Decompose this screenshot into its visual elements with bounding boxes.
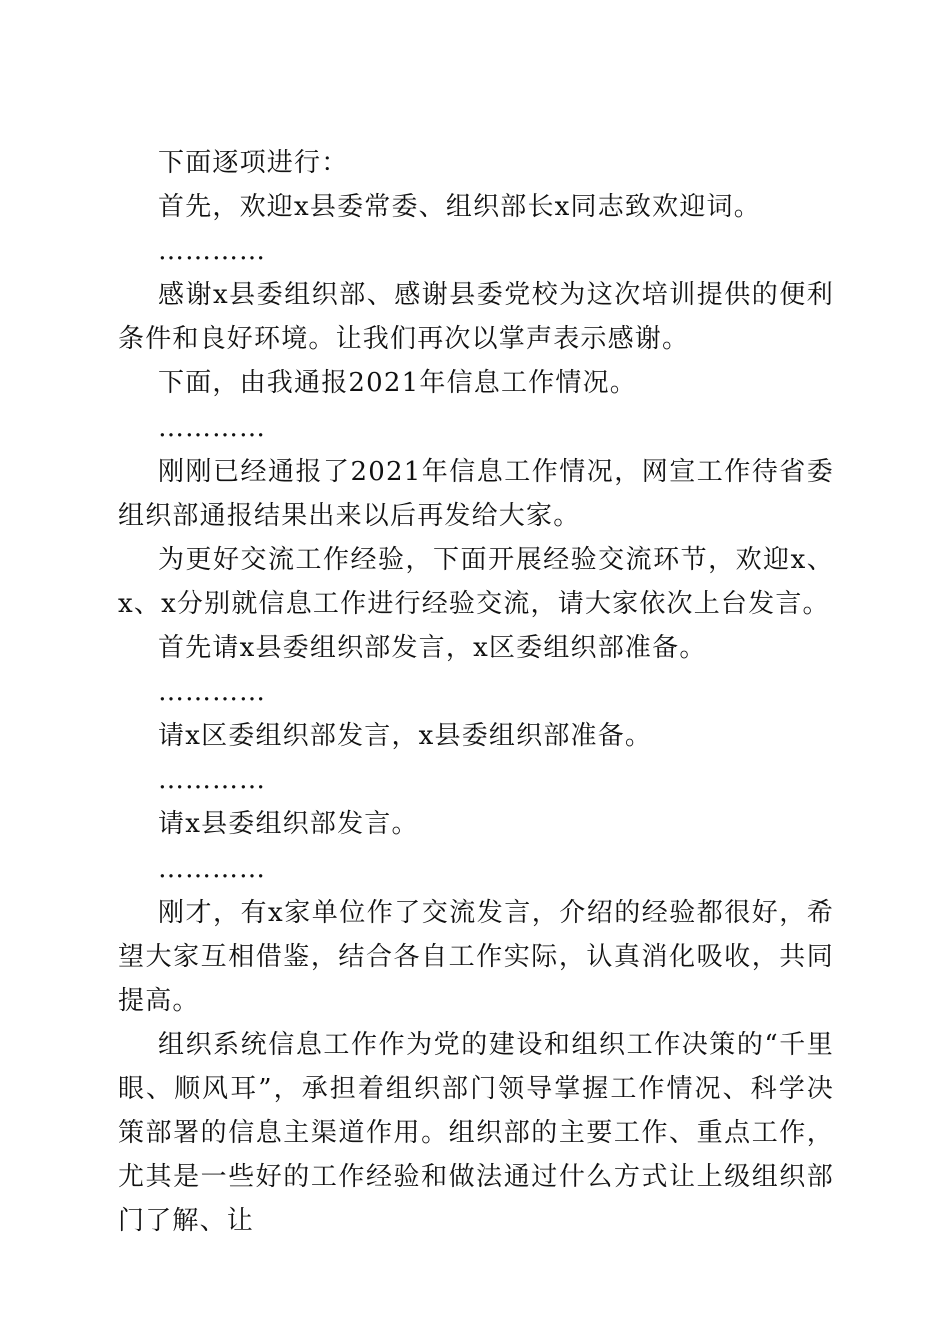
paragraph: 首先，欢迎x县委常委、组织部长x同志致欢迎词。 xyxy=(158,192,761,223)
paragraph: 刚刚已经通报了2021年信息工作情况，网宣工作待省委组织部通报结果出来以后再发给大家。 xyxy=(118,456,834,531)
paragraph: 请x县委组织部发言。 xyxy=(158,809,419,840)
ellipsis-line: ………… xyxy=(158,677,266,708)
ellipsis-line: ………… xyxy=(158,765,266,796)
paragraph: 刚才，有x家单位作了交流发言，介绍的经验都很好，希望大家互相借鉴，结合各自工作实际，认真消化吸收，共同提高。 xyxy=(118,897,834,1016)
document-body xyxy=(118,141,834,1243)
paragraph: 首先请x县委组织部发言，x区委组织部准备。 xyxy=(158,633,707,664)
paragraph: 下面，由我通报2021年信息工作情况。 xyxy=(158,368,637,399)
ellipsis-line: ………… xyxy=(158,412,266,443)
ellipsis-line: ………… xyxy=(158,236,266,267)
paragraph: 下面逐项进行： xyxy=(158,148,349,178)
paragraph: 为更好交流工作经验，下面开展经验交流环节，欢迎x、x、x分别就信息工作进行经验交流，请大家依次上台发言。 xyxy=(118,544,834,619)
ellipsis-line: ………… xyxy=(158,853,266,884)
paragraph: 组织系统信息工作作为党的建设和组织工作决策的“千里眼、顺风耳”，承担着组织部门领导掌握工作情况、科学决策部署的信息主渠道作用。组织部的主要工作、重点工作，尤其是一些好的工作经验和做法通过什么方式让上级组织部门了解、让 xyxy=(118,1029,834,1237)
paragraph: 请x区委组织部发言，x县委组织部准备。 xyxy=(158,721,653,752)
paragraph: 感谢x县委组织部、感谢县委党校为这次培训提供的便利条件和良好环境。让我们再次以掌声表示感谢。 xyxy=(118,280,834,355)
